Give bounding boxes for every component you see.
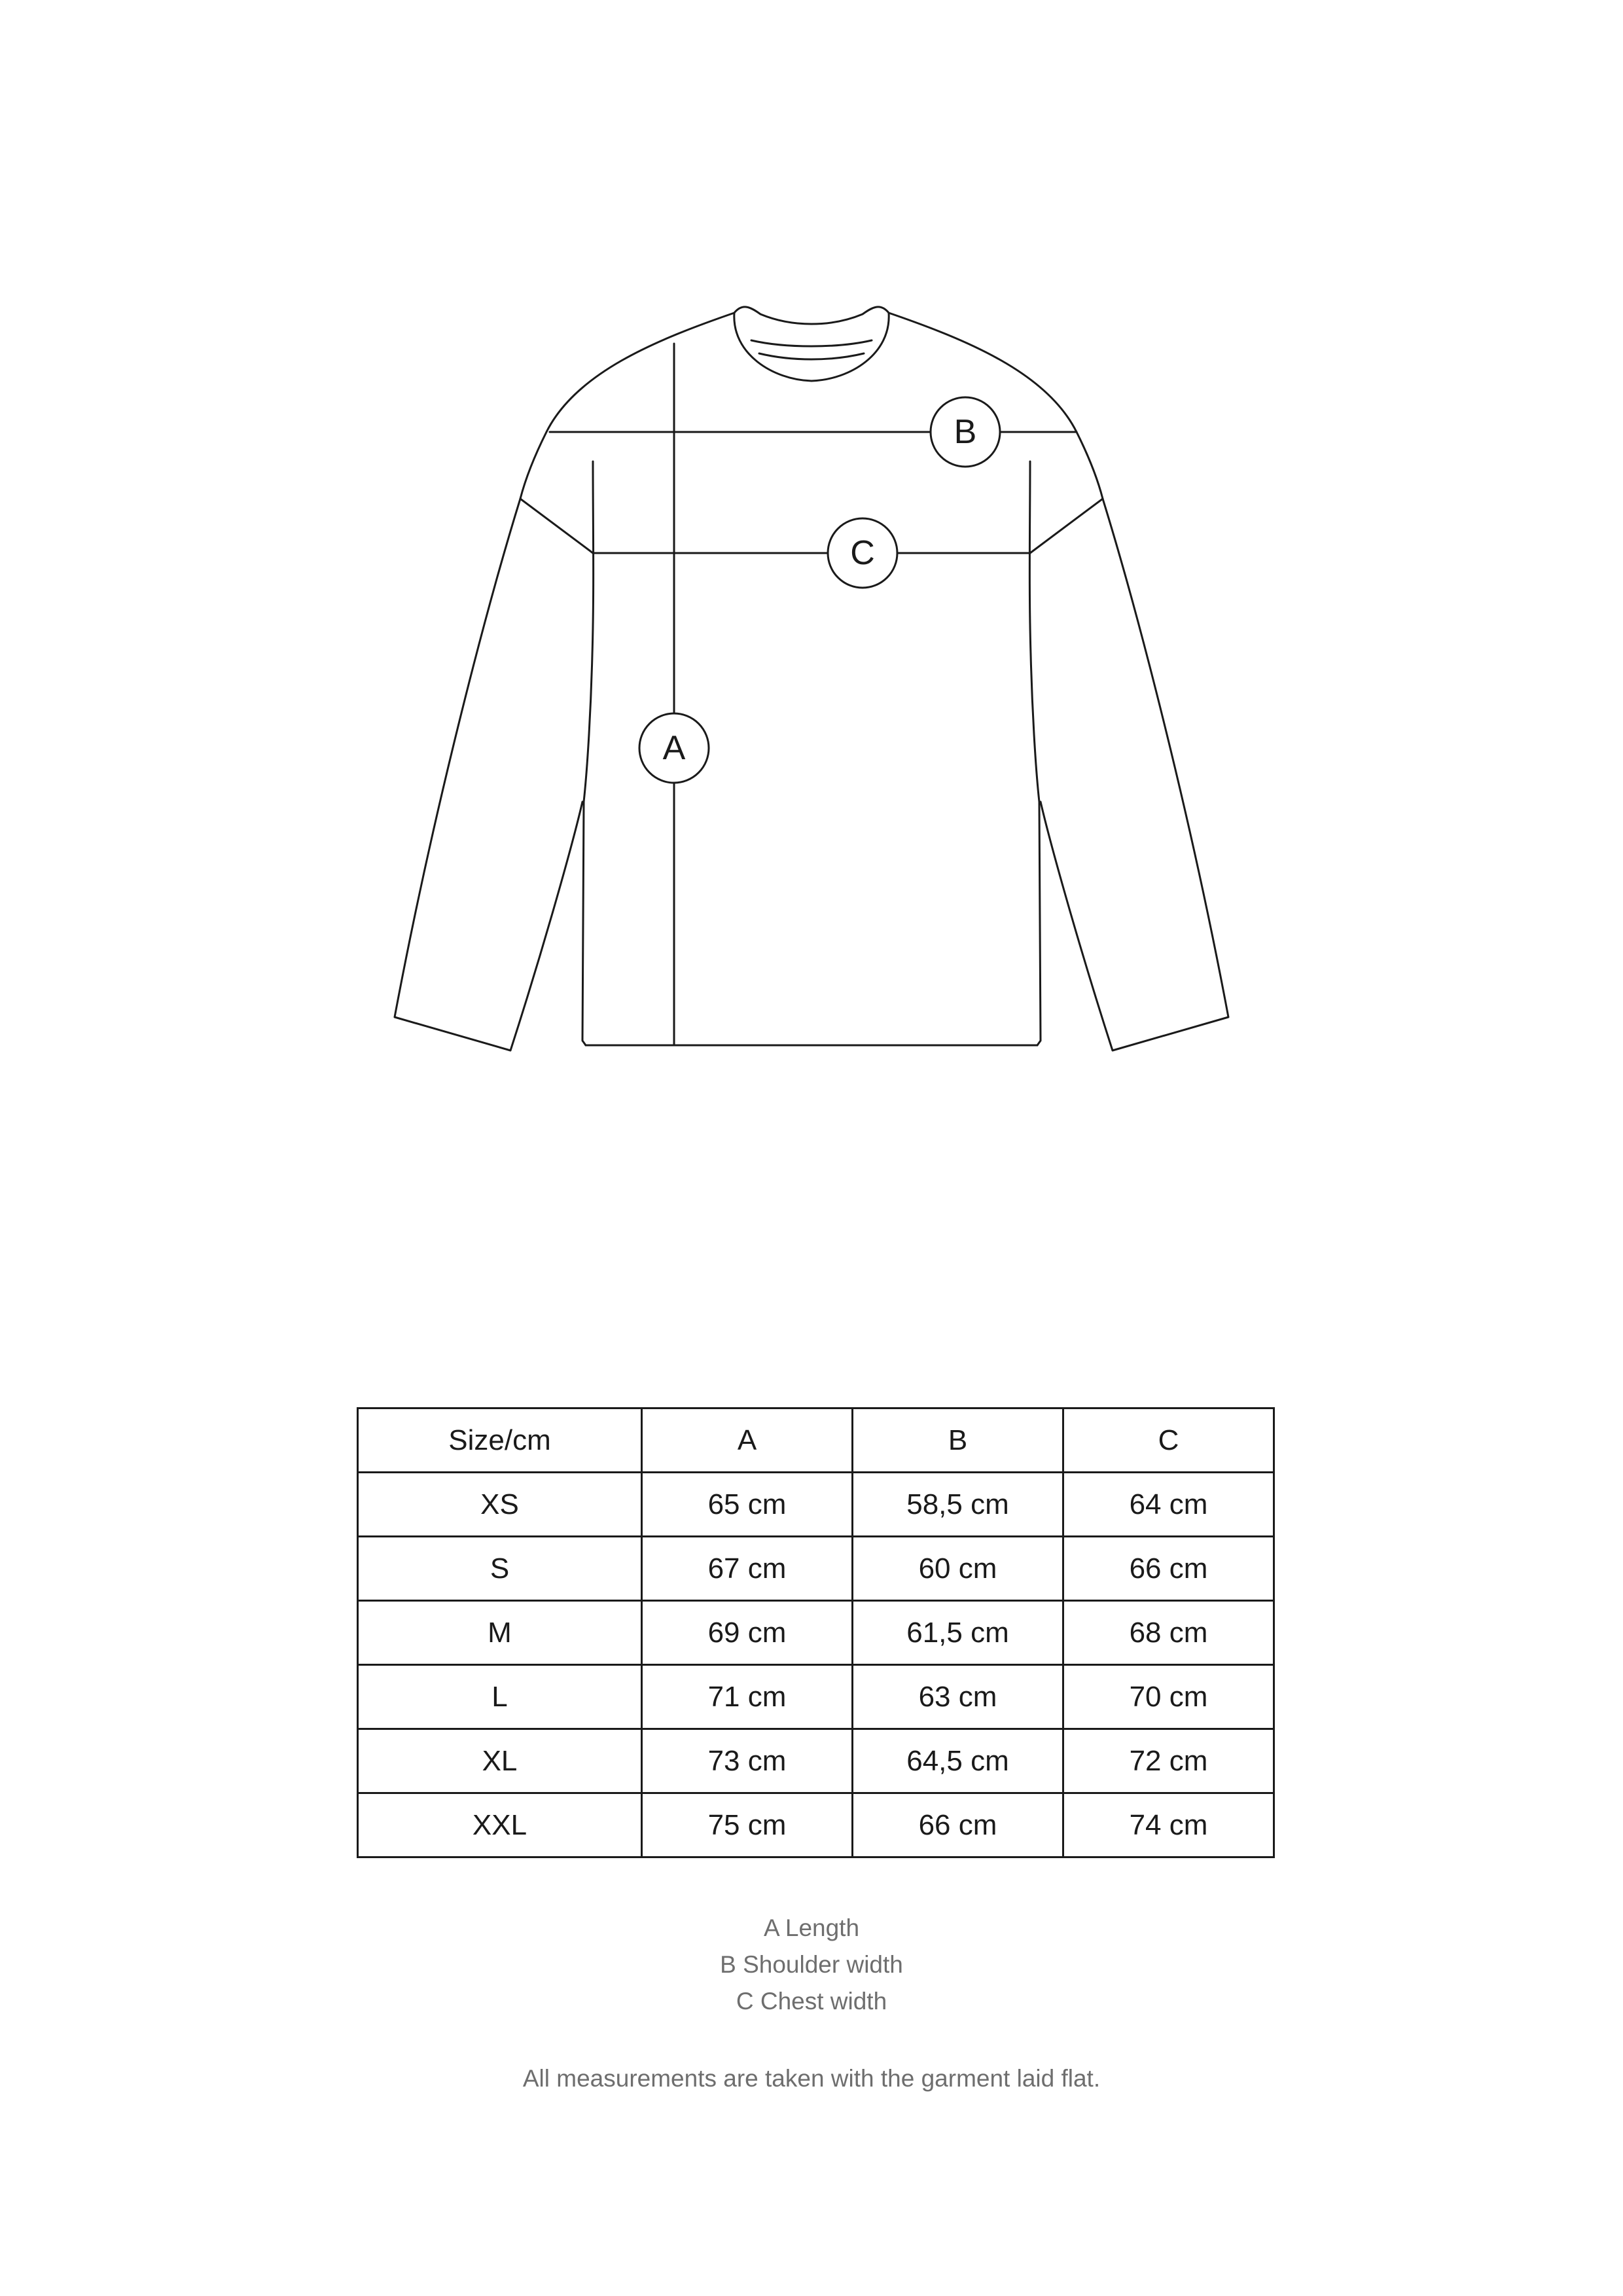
marker-c-label: C — [850, 534, 875, 572]
cell-size: XL — [358, 1729, 642, 1793]
cell-chest-width: 74 cm — [1063, 1793, 1274, 1857]
table-header-row — [358, 1408, 1274, 1473]
cell-size: M — [358, 1601, 642, 1665]
size-chart-table — [357, 1407, 1275, 1858]
right-armhole-seam — [1030, 499, 1103, 553]
header-size: Size/cm — [358, 1408, 642, 1473]
table-row — [358, 1601, 1274, 1665]
legend-item-length: A Length — [763, 1914, 860, 1941]
header-a: A — [642, 1408, 853, 1473]
header-c: C — [1063, 1408, 1274, 1473]
table-row — [358, 1473, 1274, 1537]
neck-rib-inner-2 — [759, 353, 864, 359]
cell-shoulder-width: 64,5 cm — [853, 1729, 1063, 1793]
right-sleeve — [1041, 499, 1228, 1050]
cell-chest-width: 70 cm — [1063, 1665, 1274, 1729]
cell-shoulder-width: 60 cm — [853, 1537, 1063, 1601]
cell-size: XXL — [358, 1793, 642, 1857]
cell-length: 67 cm — [642, 1537, 853, 1601]
cell-chest-width: 68 cm — [1063, 1601, 1274, 1665]
measurement-legend — [0, 1910, 1623, 2020]
cell-chest-width: 66 cm — [1063, 1537, 1274, 1601]
sweater-outline — [395, 307, 1228, 1050]
cell-shoulder-width: 66 cm — [853, 1793, 1063, 1857]
table-row — [358, 1793, 1274, 1857]
cell-size: XS — [358, 1473, 642, 1537]
marker-a — [639, 713, 709, 783]
cell-chest-width: 64 cm — [1063, 1473, 1274, 1537]
cell-length: 69 cm — [642, 1601, 853, 1665]
cell-shoulder-width: 63 cm — [853, 1665, 1063, 1729]
cell-chest-width: 72 cm — [1063, 1729, 1274, 1793]
cell-size: S — [358, 1537, 642, 1601]
measurement-lines — [550, 344, 1077, 1045]
left-shoulder — [520, 313, 734, 499]
cell-length: 75 cm — [642, 1793, 853, 1857]
marker-b-label: B — [954, 413, 977, 451]
cell-length: 65 cm — [642, 1473, 853, 1537]
marker-c — [828, 518, 897, 588]
neckline — [734, 307, 889, 324]
marker-a-label: A — [662, 729, 686, 767]
cell-shoulder-width: 61,5 cm — [853, 1601, 1063, 1665]
table-row — [358, 1665, 1274, 1729]
cell-length: 71 cm — [642, 1665, 853, 1729]
cell-size: L — [358, 1665, 642, 1729]
measurement-footnote: All measurements are taken with the garment laid flat. — [522, 2065, 1101, 2092]
marker-b — [931, 397, 1000, 467]
table-row — [358, 1729, 1274, 1793]
cell-length: 73 cm — [642, 1729, 853, 1793]
table-row — [358, 1537, 1274, 1601]
header-b: B — [853, 1408, 1063, 1473]
right-shoulder — [889, 313, 1103, 499]
legend-item-chest-width: C Chest width — [736, 1988, 887, 2015]
cell-shoulder-width: 58,5 cm — [853, 1473, 1063, 1537]
neck-rib-inner — [751, 340, 872, 346]
left-sleeve — [395, 499, 582, 1050]
left-armhole-seam — [520, 499, 593, 553]
legend-item-shoulder-width: B Shoulder width — [720, 1951, 903, 1978]
